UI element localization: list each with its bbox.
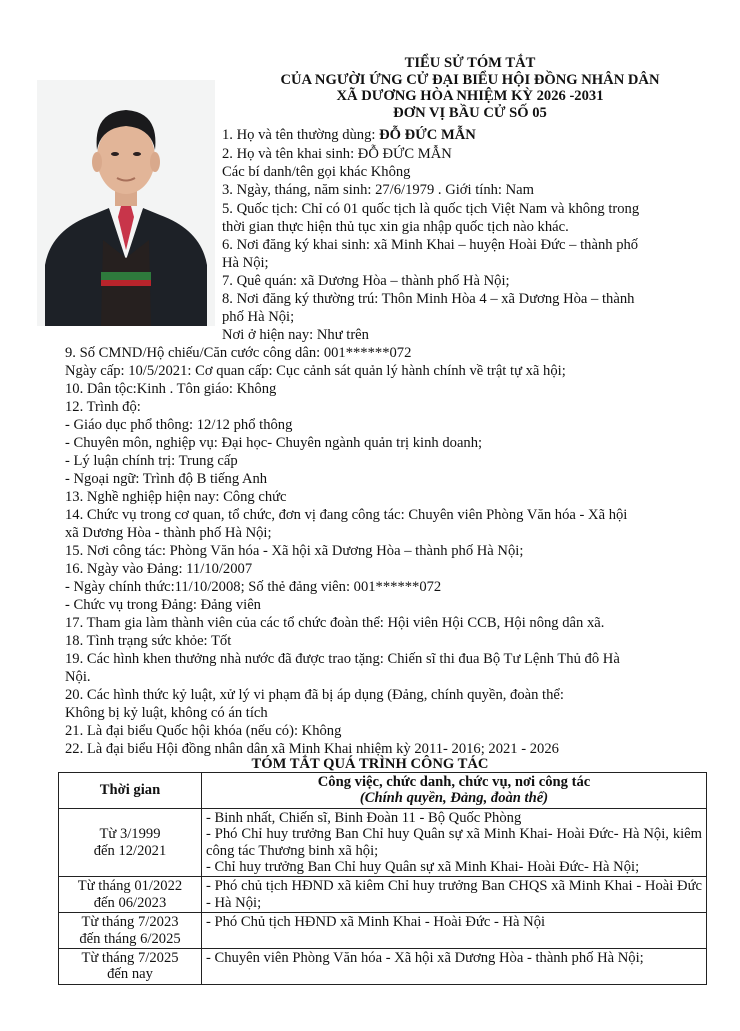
bio-edu-language: - Ngoại ngữ: Trình độ B tiếng Anh — [65, 471, 268, 487]
bio-nationality-2: thời gian thực hiện thủ tục xin gia nhập quốc tịch nào khác. — [222, 219, 569, 235]
bio-edu-specialty: - Chuyên môn, nghiệp vụ: Đại học- Chuyên ngành quản trị kinh doanh; — [65, 435, 483, 451]
bio-birth-reg-2: Hà Nội; — [222, 255, 269, 271]
bio-hometown: 7. Quê quán: xã Dương Hòa – thành phố Hà Nội; — [222, 273, 510, 289]
row-description — [202, 808, 707, 877]
row-line: - Binh nhất, Chiến sĩ, Binh Đoàn 11 - Bộ Quốc Phòng — [206, 809, 522, 826]
bio-ethnicity: 10. Dân tộc:Kinh . Tôn giáo: Không — [65, 381, 277, 397]
bio-party-official: - Ngày chính thức:11/10/2008; Số thẻ đảng viên: 001******072 — [65, 579, 442, 595]
row-time — [59, 877, 202, 913]
row-time — [59, 913, 202, 949]
row-line: - Phó Chủ tịch HĐND xã Minh Khai - Hoài Đức - Hà Nội — [206, 914, 546, 931]
table-header-row — [59, 773, 707, 809]
row-time — [59, 949, 202, 985]
work-history-table — [58, 772, 707, 985]
table-row — [59, 877, 707, 913]
bio-id-issued: Ngày cấp: 10/5/2021: Cơ quan cấp: Cục cảnh sát quản lý hành chính về trật tự xã hội; — [65, 363, 566, 379]
bio-national-assembly: 21. Là đại biểu Quốc hội khóa (nếu có): Không — [65, 723, 342, 739]
row-time-end: đến nay — [107, 966, 153, 983]
row-line: - Phó Chỉ huy trưởng Ban Chỉ huy Quân sự xã Minh Khai- Hoài Đức- Hà Nội, kiêm công tác Thương binh xã hội; — [206, 826, 702, 859]
row-time-end: đến tháng 6/2025 — [79, 930, 181, 947]
row-description — [202, 913, 707, 949]
bio-position-1: 14. Chức vụ trong cơ quan, tổ chức, đơn vị đang công tác: Chuyên viên Phòng Văn hóa - Xã hội — [65, 507, 628, 523]
header-work-sublabel: (Chính quyền, Đảng, đoàn thể) — [359, 790, 549, 807]
row-time-start: Từ tháng 7/2023 — [81, 914, 179, 931]
bio-birth-name: 2. Họ và tên khai sinh: ĐỖ ĐỨC MẪN — [222, 146, 452, 162]
bio-aliases: Các bí danh/tên gọi khác Không — [222, 164, 411, 180]
bio-party-role: - Chức vụ trong Đảng: Đảng viên — [65, 597, 261, 613]
bio-occupation: 13. Nghề nghiệp hiện nay: Công chức — [65, 489, 287, 505]
bio-awards-2: Nội. — [65, 669, 91, 685]
title-line-4: ĐƠN VỊ BẦU CỬ SỐ 05 — [393, 104, 547, 121]
bio-workplace: 15. Nơi công tác: Phòng Văn hóa - Xã hội xã Dương Hòa – thành phố Hà Nội; — [65, 543, 524, 559]
bio-council: 22. Là đại biểu Hội đồng nhân dân xã Minh Khai nhiệm kỳ 2011- 2016; 2021 - 2026 — [65, 741, 559, 757]
table-row — [59, 949, 707, 985]
row-time-end: đến 06/2023 — [93, 894, 167, 911]
row-description — [202, 877, 707, 913]
row-time-start: Từ tháng 7/2025 — [81, 950, 179, 967]
title-line-1: TIỂU SỬ TÓM TẮT — [404, 55, 536, 71]
header-work-label: Công việc, chức danh, chức vụ, nơi công tác — [317, 774, 591, 790]
bio-edu-general: - Giáo dục phổ thông: 12/12 phổ thông — [65, 417, 293, 433]
bio-id-number: 9. Số CMND/Hộ chiếu/Căn cước công dân: 001******072 — [65, 345, 412, 361]
bio-discipline-1: 20. Các hình thức kỷ luật, xử lý vi phạm đã bị áp dụng (Đảng, chính quyền, đoàn thể: — [65, 687, 564, 703]
row-line: - Chỉ huy trưởng Ban Chỉ huy Quân sự xã Minh Khai- Hoài Đức- Hà Nội; — [206, 859, 640, 876]
bio-nationality-1: 5. Quốc tịch: Chỉ có 01 quốc tịch là quốc tịch Việt Nam và không trong — [222, 201, 640, 217]
bio-dob: 3. Ngày, tháng, năm sinh: 27/6/1979 . Giới tính: Nam — [222, 182, 534, 198]
document-title — [200, 55, 740, 121]
portrait-photo — [37, 80, 215, 326]
header-time: Thời gian — [59, 773, 202, 809]
bio-edu-politics: - Lý luận chính trị: Trung cấp — [65, 453, 238, 469]
title-line-3: XÃ DƯƠNG HÒA NHIỆM KỲ 2026 -2031 — [336, 88, 604, 104]
bio-residence-2: phố Hà Nội; — [222, 309, 295, 325]
bio-residence-1: 8. Nơi đăng ký thường trú: Thôn Minh Hòa 4 – xã Dương Hòa – thành — [222, 291, 635, 307]
bio-name-value: ĐỖ ĐỨC MẪN — [379, 127, 476, 143]
row-time-start: Từ 3/1999 — [99, 826, 161, 843]
row-time-start: Từ tháng 01/2022 — [77, 878, 183, 895]
title-line-2: CỦA NGƯỜI ỨNG CỬ ĐẠI BIỂU HỘI ĐỒNG NHÂN DÂN — [280, 71, 660, 88]
work-history-title: TÓM TẮT QUÁ TRÌNH CÔNG TÁC — [251, 756, 489, 772]
row-time — [59, 808, 202, 877]
bio-awards-1: 19. Các hình khen thưởng nhà nước đã được trao tặng: Chiến sĩ thi đua Bộ Tư Lệnh Thủ đô Hà — [65, 651, 620, 667]
row-description — [202, 949, 707, 985]
bio-discipline-2: Không bị kỷ luật, không có án tích — [65, 705, 268, 721]
bio-health: 18. Tình trạng sức khỏe: Tốt — [65, 633, 232, 649]
row-line: - Phó chủ tịch HĐND xã kiêm Chỉ huy trưởng Ban CHQS xã Minh Khai - Hoài Đức - Hà Nội; — [206, 878, 702, 911]
row-line: - Chuyên viên Phòng Văn hóa - Xã hội xã Dương Hòa - thành phố Hà Nội; — [206, 950, 644, 967]
bio-education-head: 12. Trình độ: — [65, 399, 141, 415]
bio-current-address: Nơi ở hiện nay: Như trên — [222, 327, 369, 343]
table-row — [59, 913, 707, 949]
header-work — [202, 773, 707, 809]
bio-memberships: 17. Tham gia làm thành viên của các tổ chức đoàn thể: Hội viên Hội CCB, Hội nông dân xã. — [65, 615, 605, 631]
row-time-end: đến 12/2021 — [93, 842, 167, 859]
bio-birth-reg-1: 6. Nơi đăng ký khai sinh: xã Minh Khai – huyện Hoài Đức – thành phố — [222, 237, 639, 253]
table-row — [59, 808, 707, 877]
bio-name: 1. Họ và tên thường dùng: ĐỖ ĐỨC MẪN — [222, 127, 476, 143]
bio-position-2: xã Dương Hòa - thành phố Hà Nội; — [65, 525, 272, 541]
bio-party-date: 16. Ngày vào Đảng: 11/10/2007 — [65, 561, 253, 577]
